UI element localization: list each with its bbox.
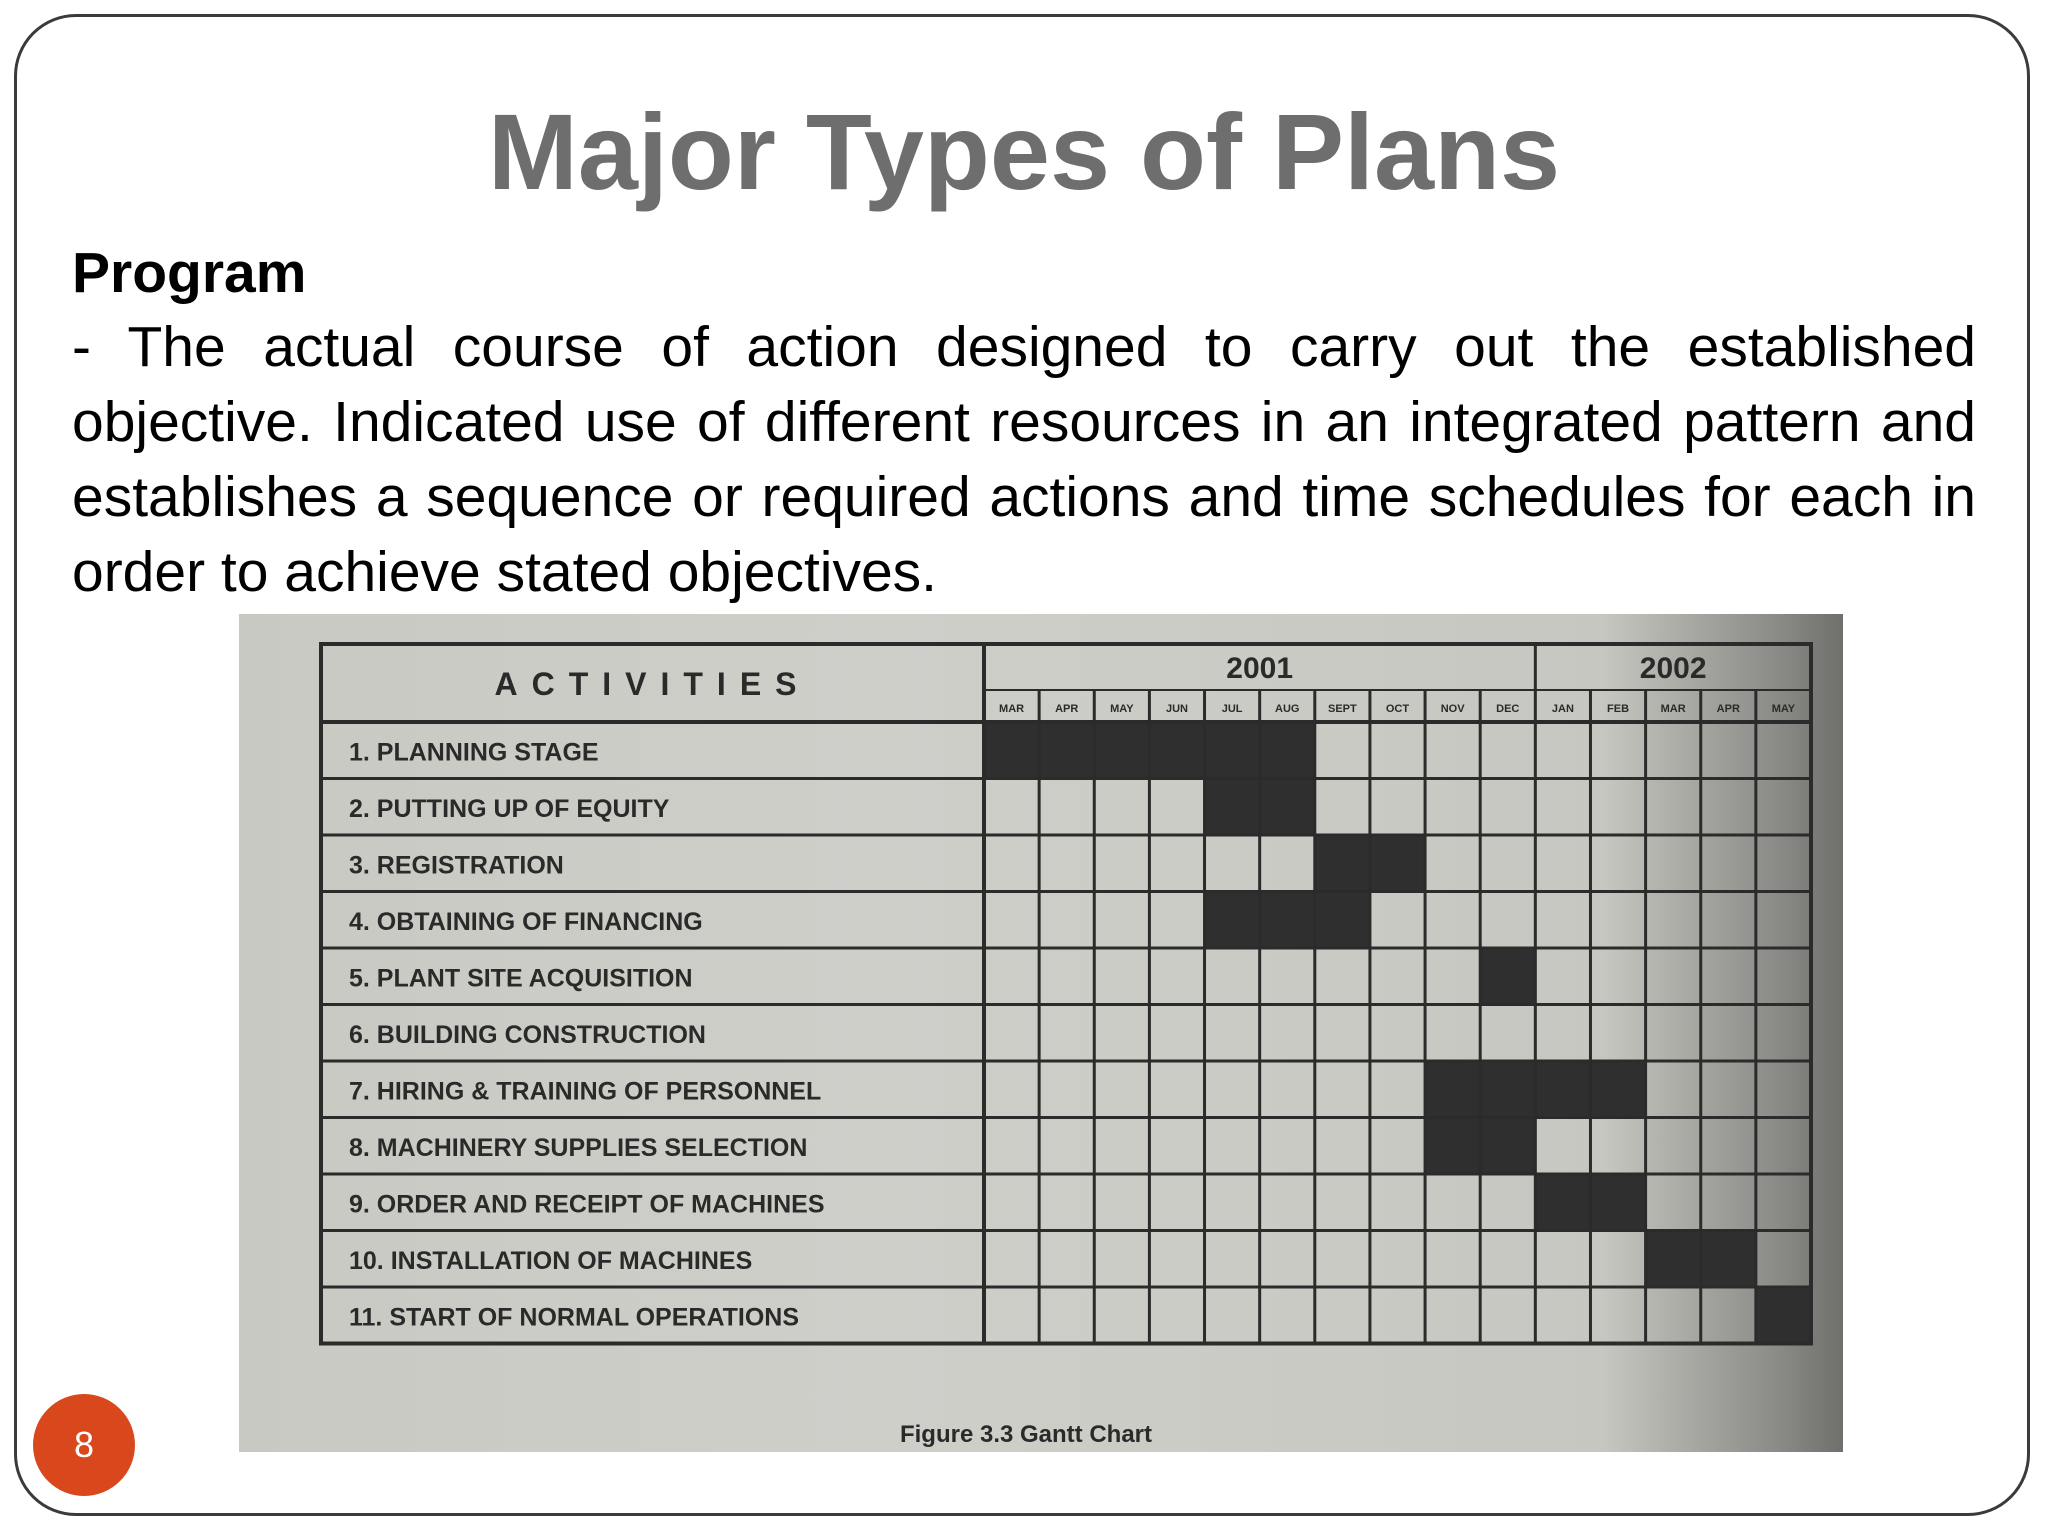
activity-label: 7. HIRING & TRAINING OF PERSONNEL — [349, 1077, 822, 1106]
gantt-chart — [239, 614, 1843, 1452]
activity-label: 11. START OF NORMAL OPERATIONS — [349, 1303, 800, 1332]
month-label: JAN — [1551, 703, 1574, 715]
gantt-bar — [1646, 1231, 1701, 1288]
activity-label: 2. PUTTING UP OF EQUITY — [349, 794, 670, 823]
month-label: JUN — [1165, 703, 1188, 715]
activity-label: 5. PLANT SITE ACQUISITION — [349, 964, 693, 993]
month-label: MAY — [1771, 703, 1796, 715]
month-label: OCT — [1385, 703, 1410, 715]
gantt-bar — [1480, 948, 1535, 1005]
activity-label: 3. REGISTRATION — [349, 851, 564, 880]
gantt-bar — [1260, 892, 1315, 949]
gantt-chart-figure — [239, 614, 1843, 1452]
gantt-bar — [1094, 722, 1149, 779]
month-label: MAY — [1110, 703, 1134, 715]
gantt-bar — [1149, 722, 1204, 779]
gantt-bar — [1425, 1061, 1480, 1118]
gantt-bar — [1480, 1118, 1535, 1175]
month-label: MAR — [999, 703, 1025, 715]
gantt-bar — [1205, 722, 1260, 779]
gantt-bar — [1480, 1061, 1535, 1118]
gantt-bar — [1425, 1118, 1480, 1175]
activity-label: 8. MACHINERY SUPPLIES SELECTION — [349, 1133, 808, 1162]
gantt-bar — [1756, 1287, 1811, 1344]
month-label: SEPT — [1327, 703, 1357, 715]
month-label: APR — [1055, 703, 1079, 715]
gantt-bar — [1370, 835, 1425, 892]
activity-label: 1. PLANNING STAGE — [349, 738, 599, 767]
activity-label: 4. OBTAINING OF FINANCING — [349, 907, 703, 936]
activity-label: 10. INSTALLATION OF MACHINES — [349, 1246, 753, 1275]
gantt-bar — [1205, 892, 1260, 949]
activity-label: 9. ORDER AND RECEIPT OF MACHINES — [349, 1190, 825, 1219]
month-label: NOV — [1440, 703, 1465, 715]
body-paragraph: - The actual course of action designed to carry out the established objective. Indicated use of different resources in an integrated pattern and establishes a sequence or required actions and time schedules for each in order to achieve stated objectives. — [72, 315, 1976, 604]
gantt-bar — [1039, 722, 1094, 779]
gantt-bar — [1701, 1231, 1756, 1288]
activities-header: ACTIVITIES — [494, 666, 811, 702]
gantt-bar — [984, 722, 1039, 779]
month-label: JUL — [1221, 703, 1243, 715]
gantt-bar — [1260, 722, 1315, 779]
gantt-bar — [1260, 779, 1315, 836]
activity-label: 6. BUILDING CONSTRUCTION — [349, 1020, 706, 1049]
gantt-bar — [1315, 892, 1370, 949]
slide-title: Major Types of Plans — [487, 91, 1561, 212]
month-label: DEC — [1496, 703, 1520, 715]
page-number-badge: 8 — [33, 1394, 135, 1496]
month-label: APR — [1716, 703, 1740, 715]
month-label: MAR — [1660, 703, 1686, 715]
figure-caption: Figure 3.3 Gantt Chart — [899, 1421, 1153, 1448]
gantt-bar — [1590, 1174, 1645, 1231]
gantt-bar — [1535, 1061, 1590, 1118]
gantt-bar — [1590, 1061, 1645, 1118]
gantt-bar — [1205, 779, 1260, 836]
year-label: 2002 — [1639, 652, 1707, 685]
month-label: AUG — [1275, 703, 1300, 715]
gantt-bar — [1315, 835, 1370, 892]
year-label: 2001 — [1226, 652, 1294, 685]
month-label: FEB — [1607, 703, 1630, 715]
section-heading: Program — [72, 241, 307, 305]
gantt-bar — [1535, 1174, 1590, 1231]
